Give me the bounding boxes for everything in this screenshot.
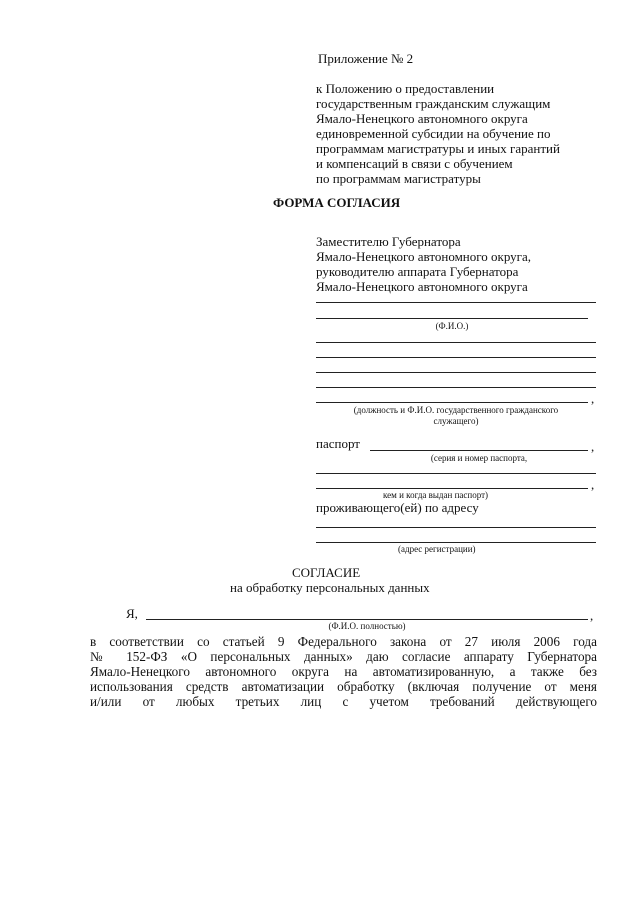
fio-caption: (Ф.И.О.) bbox=[435, 321, 469, 331]
fio-full-blank-line bbox=[146, 619, 588, 620]
passport-issued-blank-line bbox=[316, 473, 596, 474]
position-blank-line bbox=[316, 357, 596, 358]
form-title: ФОРМА СОГЛАСИЯ bbox=[273, 195, 401, 210]
consent-body-line: № 152-ФЗ «О персональных данных» даю согласие аппарату Губернатора bbox=[90, 649, 597, 664]
consent-body-line: Ямало-Ненецкого автономного округа на автоматизированную, а также без bbox=[90, 664, 597, 679]
passport-comma: , bbox=[591, 439, 595, 454]
addressee-line: Ямало-Ненецкого автономного округа bbox=[316, 279, 528, 294]
consent-body-line: использования средств автоматизации обработку (включая получение от меня bbox=[90, 679, 597, 694]
address-blank-line bbox=[316, 527, 596, 528]
consent-body-line: в соответствии со статьей 9 Федерального закона от 27 июля 2006 года bbox=[90, 634, 597, 649]
addressee-line: Заместителю Губернатора bbox=[316, 234, 461, 249]
passport-number-caption: (серия и номер паспорта, bbox=[430, 453, 528, 463]
address-caption: (адрес регистрации) bbox=[398, 544, 476, 554]
position-caption: служащего) bbox=[433, 416, 479, 426]
fio-blank-line bbox=[316, 318, 588, 319]
passport-issued-blank-line bbox=[316, 488, 588, 489]
i-label: Я, bbox=[126, 606, 138, 621]
fio-full-caption: (Ф.И.О. полностью) bbox=[328, 621, 406, 631]
fio-blank-line bbox=[316, 302, 596, 303]
appendix-line: по программам магистратуры bbox=[316, 171, 481, 186]
consent-subheading: на обработку персональных данных bbox=[230, 580, 430, 595]
appendix-line: государственным гражданским служащим bbox=[316, 96, 551, 111]
addressee-line: руководителю аппарата Губернатора bbox=[316, 264, 519, 279]
position-blank-line bbox=[316, 372, 596, 373]
residing-label: проживающего(ей) по адресу bbox=[316, 500, 479, 515]
appendix-line: программам магистратуры и иных гарантий bbox=[316, 141, 560, 156]
addressee-line: Ямало-Ненецкого автономного округа, bbox=[316, 249, 532, 264]
appendix-line: единовременной субсидии на обучение по bbox=[316, 126, 551, 141]
appendix-title: Приложение № 2 bbox=[318, 51, 414, 66]
passport-blank-line bbox=[370, 450, 588, 451]
position-blank-line bbox=[316, 402, 588, 403]
appendix-line: и компенсаций в связи с обучением bbox=[316, 156, 513, 171]
position-caption: (должность и Ф.И.О. государственного гражданского bbox=[353, 405, 559, 415]
address-blank-line bbox=[316, 542, 596, 543]
position-blank-line bbox=[316, 387, 596, 388]
passport-issued-comma: , bbox=[591, 477, 595, 492]
passport-issued-caption: кем и когда выдан паспорт) bbox=[383, 490, 489, 500]
position-comma: , bbox=[591, 391, 595, 406]
consent-heading: СОГЛАСИЕ bbox=[292, 565, 361, 580]
appendix-line: к Положению о предоставлении bbox=[316, 81, 495, 96]
position-blank-line bbox=[316, 342, 596, 343]
consent-body-line: и/или от любых третьих лиц с учетом требований действующего bbox=[90, 694, 597, 709]
fio-full-comma: , bbox=[590, 608, 594, 623]
appendix-line: Ямало-Ненецкого автономного округа bbox=[316, 111, 528, 126]
passport-label: паспорт bbox=[316, 436, 360, 451]
